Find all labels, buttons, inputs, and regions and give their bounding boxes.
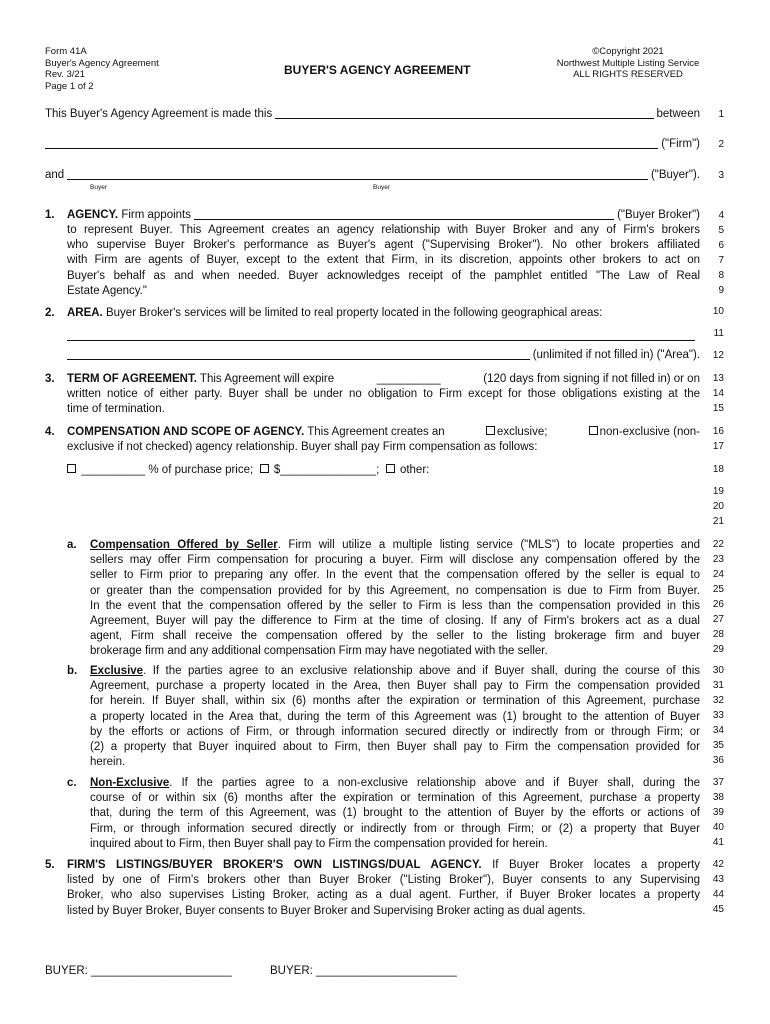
percent-field[interactable]: __________	[81, 464, 146, 476]
section-5-line: listed by Buyer Broker, Buyer consents to Buyer Broker and Supervising Broker acting as dual agents.	[67, 904, 586, 917]
buyer-caption-1: Buyer	[90, 184, 107, 191]
line-number: 10	[712, 306, 724, 317]
non-exclusive-label: non-exclusive (non-	[599, 426, 700, 438]
subsection-c-line: inquired about to Firm, then Buyer shall pay to Firm the compensation provided for herein.	[90, 837, 548, 850]
section-4-title: COMPENSATION AND SCOPE OF AGENCY.	[67, 426, 305, 438]
line-number: 18	[712, 464, 724, 475]
line-number: 8	[718, 270, 724, 281]
subsection-c	[90, 776, 700, 852]
section-2-title: AREA.	[67, 307, 103, 319]
line-number: 22	[712, 539, 724, 550]
section-1-title: AGENCY.	[67, 209, 119, 221]
line-number: 31	[712, 680, 724, 691]
line-number: 12	[712, 350, 724, 361]
section-5-line: listed by one of Firm's brokers other than Buyer Broker ("Listing Broker"), Buyer consents to any Supervising	[67, 874, 700, 887]
line-number: 25	[712, 584, 724, 595]
line-number: 28	[712, 629, 724, 640]
section-1-line: with Firm are agents of Buyer, except to the extent that Firm, in its discretion, appoints other brokers to act on	[67, 254, 700, 267]
subsection-b-line: Agreement, purchase a property located in the Area, then Buyer shall pay to Firm the compensation provided	[90, 680, 700, 693]
line-number: 4	[718, 210, 724, 221]
section-4-text: This Agreement creates an	[307, 426, 445, 438]
section-3-body	[67, 387, 700, 417]
line-number: 38	[712, 792, 724, 803]
form-name: Buyer's Agency Agreement	[45, 57, 159, 69]
section-3-line: written notice of either party. Buyer shall be under no obligation to Firm except for those obligations existing at the	[67, 388, 700, 400]
intro-line-3	[45, 168, 700, 183]
section-4-line-2: exclusive if not checked) agency relationship. Buyer shall pay Firm compensation as follows:	[67, 441, 538, 453]
line-number: 20	[712, 501, 724, 512]
section-3-text-2: (120 days from signing if not filled in) or on	[483, 373, 700, 385]
section-1-first-line	[67, 208, 700, 223]
line-number: 41	[712, 837, 724, 848]
section-5-number: 5.	[45, 859, 55, 871]
intro-text: This Buyer's Agency Agreement is made this	[45, 108, 273, 120]
section-1-body	[67, 223, 700, 299]
line-number: 39	[712, 807, 724, 818]
area-unlimited-label: (unlimited if not filled in) ("Area").	[532, 349, 700, 361]
section-5-title: FIRM'S LISTINGS/BUYER BROKER'S OWN LISTINGS/DUAL AGENCY.	[67, 859, 482, 871]
percent-label: % of purchase price;	[148, 464, 254, 476]
section-5-line: Broker, who also supervises Listing Broker, acting as a dual agent. Further, if Buyer Broker locates a property	[67, 889, 700, 902]
subsection-c-line: that, during the term of this Agreement, was (1) brought to the attention of Buyer by the efforts or actions of	[90, 807, 700, 820]
form-info	[45, 46, 159, 92]
subsection-b-line: for herein. If Buyer shall, within six (6) months after the expiration or termination of this Agreement, purchase	[90, 695, 700, 708]
subsection-b-letter: b.	[67, 665, 78, 677]
subsection-b-line: by the efforts or actions of Firm, or through information secured directly or indirectly from or through Firm; or	[90, 725, 700, 738]
buyer-broker-field[interactable]	[194, 208, 614, 220]
other-checkbox[interactable]	[386, 464, 395, 473]
line-number: 15	[712, 403, 724, 414]
subsection-b-line: herein.	[90, 756, 126, 769]
subsection-a-line: or greater than the compensation provided for by this Agreement, no compensation is due to Firm from Buyer.	[90, 584, 700, 597]
line-number: 24	[712, 569, 724, 580]
section-3-first-line	[67, 372, 700, 387]
section-1-line: Estate Agency."	[67, 284, 147, 297]
line-number: 5	[718, 225, 724, 236]
subsection-b	[90, 664, 700, 770]
line-number: 30	[712, 665, 724, 676]
section-5	[67, 858, 700, 919]
document-title: BUYER'S AGENCY AGREEMENT	[284, 63, 471, 77]
buyer-caption-2: Buyer	[373, 184, 390, 191]
subsection-a-line: agent, Firm shall receive the compensation offered by the seller to the listing brokerage firm and buyer	[90, 630, 700, 643]
line-number: 13	[712, 373, 724, 384]
line-number: 1	[718, 109, 724, 120]
section-3-title: TERM OF AGREEMENT.	[67, 373, 197, 385]
form-id: Form 41A	[45, 46, 87, 57]
line-number: 23	[712, 554, 724, 565]
section-4-number: 4.	[45, 426, 55, 438]
section-3-text: This Agreement will expire	[199, 373, 335, 385]
section-1-number: 1.	[45, 209, 55, 221]
firm-label: ("Firm")	[661, 138, 700, 150]
line-number: 7	[718, 255, 724, 266]
line-number: 36	[712, 755, 724, 766]
subsection-c-first: . If the parties agree to a non-exclusive relationship above and if Buyer shall, during the	[169, 777, 700, 789]
subsection-b-line: (2) a property that Buyer inquired about to Firm, then Buyer shall pay to Firm the compensation provided for	[90, 741, 700, 754]
line-number: 17	[712, 441, 724, 452]
copyright-block	[548, 46, 708, 81]
intro-between: between	[656, 108, 700, 120]
page-indicator: Page 1 of 2	[45, 80, 94, 92]
subsection-a-first: . Firm will utilize a multiple listing service ("MLS") to locate properties and	[277, 539, 700, 551]
line-number: 14	[712, 388, 724, 399]
intro-line-2	[45, 137, 700, 152]
section-5-first: If Buyer Broker locates a property	[492, 859, 700, 871]
subsection-b-line: a property located in the Area that, during the term of this Agreement was (1) brought to the attention of Buyer	[90, 710, 700, 723]
line-number: 9	[718, 285, 724, 296]
subsection-c-letter: c.	[67, 777, 77, 789]
buyer-signature-2[interactable]: BUYER: ______________________	[270, 965, 457, 977]
percent-checkbox[interactable]	[67, 464, 76, 473]
buyer-name-field[interactable]	[67, 168, 648, 180]
dollar-field[interactable]: $_______________;	[273, 464, 380, 476]
subsection-a-letter: a.	[67, 539, 77, 551]
line-number: 40	[712, 822, 724, 833]
buyer-broker-label: ("Buyer Broker")	[617, 209, 700, 221]
line-number: 27	[712, 614, 724, 625]
form-revision: Rev. 3/21	[45, 69, 85, 80]
subsection-a-line: sellers may offer Firm compensation for procuring a buyer. Firm will disclose any compensation offered by the	[90, 554, 700, 567]
section-2-text: Buyer Broker's services will be limited to real property located in the following geographical areas:	[105, 307, 603, 319]
line-number: 26	[712, 599, 724, 610]
copyright: ©Copyright 2021	[592, 46, 664, 57]
subsection-c-title: Non-Exclusive	[90, 777, 170, 789]
line-number: 44	[712, 889, 724, 900]
section-1-line: Buyer's behalf as and when needed. Buyer acknowledges receipt of the pamphlet entitled "The Law of Real	[67, 269, 700, 282]
subsection-a-line: seller to Firm prior to preparing any offer. In the event that the compensation offered by the seller is equal to	[90, 569, 700, 582]
section-2-number: 2.	[45, 307, 55, 319]
other-label: other:	[399, 464, 430, 476]
line-number: 45	[712, 904, 724, 915]
intro-line-1	[45, 107, 700, 122]
and-label: and	[45, 169, 65, 181]
line-number: 34	[712, 725, 724, 736]
subsection-b-first: . If the parties agree to an exclusive relationship above and if Buyer shall, during the course of this	[143, 665, 700, 677]
firm-name-field[interactable]	[45, 137, 658, 149]
subsection-a	[90, 538, 700, 660]
area-field-1[interactable]	[67, 340, 695, 341]
expiration-field[interactable]: __________	[376, 373, 441, 385]
section-4-first-line	[67, 425, 700, 440]
line-number: 19	[712, 486, 724, 497]
line-number: 32	[712, 695, 724, 706]
non-exclusive-checkbox[interactable]	[589, 426, 598, 435]
line-number: 29	[712, 644, 724, 655]
area-field-2[interactable]	[67, 348, 530, 360]
line-number: 3	[718, 170, 724, 181]
exclusive-checkbox[interactable]	[486, 426, 495, 435]
compensation-options	[67, 463, 429, 478]
subsection-a-line: In the event that the compensation offered by the seller to Firm is less than the compensation provided in this	[90, 599, 700, 612]
subsection-a-line: brokerage firm and any additional compensation Firm may have negotiated with the seller.	[90, 645, 548, 658]
section-3-line: time of termination.	[67, 403, 165, 416]
area-line-2	[67, 348, 700, 363]
subsection-a-line: Agreement, Buyer will pay the difference to Firm at the time of closing. If any of Firm's brokers act as a dual	[90, 615, 700, 628]
line-number: 11	[713, 328, 724, 339]
buyer-signature-1[interactable]: BUYER: ______________________	[45, 965, 232, 977]
rights-reserved: ALL RIGHTS RESERVED	[573, 69, 683, 80]
section-1-lead: Firm appoints	[121, 209, 191, 221]
subsection-b-title: Exclusive	[90, 665, 144, 677]
line-number: 6	[718, 240, 724, 251]
subsection-c-line: course of or within six (6) months after the expiration or termination of this Agreement, purchase a property	[90, 792, 700, 805]
section-1-line: to represent Buyer. This Agreement creates an agency relationship with Buyer Broker and any of Firm's brokers	[67, 224, 700, 236]
subsection-a-title: Compensation Offered by Seller	[90, 539, 278, 551]
line-number: 37	[712, 777, 724, 788]
section-1-line: who supervise Buyer Broker's performance as Buyer's agent ("Supervising Broker"). No other brokers affiliated	[67, 239, 700, 252]
line-number: 33	[712, 710, 724, 721]
line-number: 21	[712, 516, 724, 527]
organization: Northwest Multiple Listing Service	[556, 57, 700, 69]
exclusive-label: exclusive;	[496, 426, 548, 438]
section-2-line	[67, 306, 700, 321]
section-3-number: 3.	[45, 373, 55, 385]
line-number: 43	[712, 874, 724, 885]
date-field[interactable]	[275, 107, 653, 119]
buyer-label: ("Buyer").	[650, 169, 700, 181]
subsection-c-line: Firm, or through information secured directly or indirectly from or through Firm; or (2) a property that Buyer	[90, 822, 700, 835]
line-number: 42	[712, 859, 724, 870]
line-number: 2	[718, 139, 724, 150]
line-number: 35	[712, 740, 724, 751]
line-number: 16	[712, 426, 724, 437]
dollar-checkbox[interactable]	[260, 464, 269, 473]
